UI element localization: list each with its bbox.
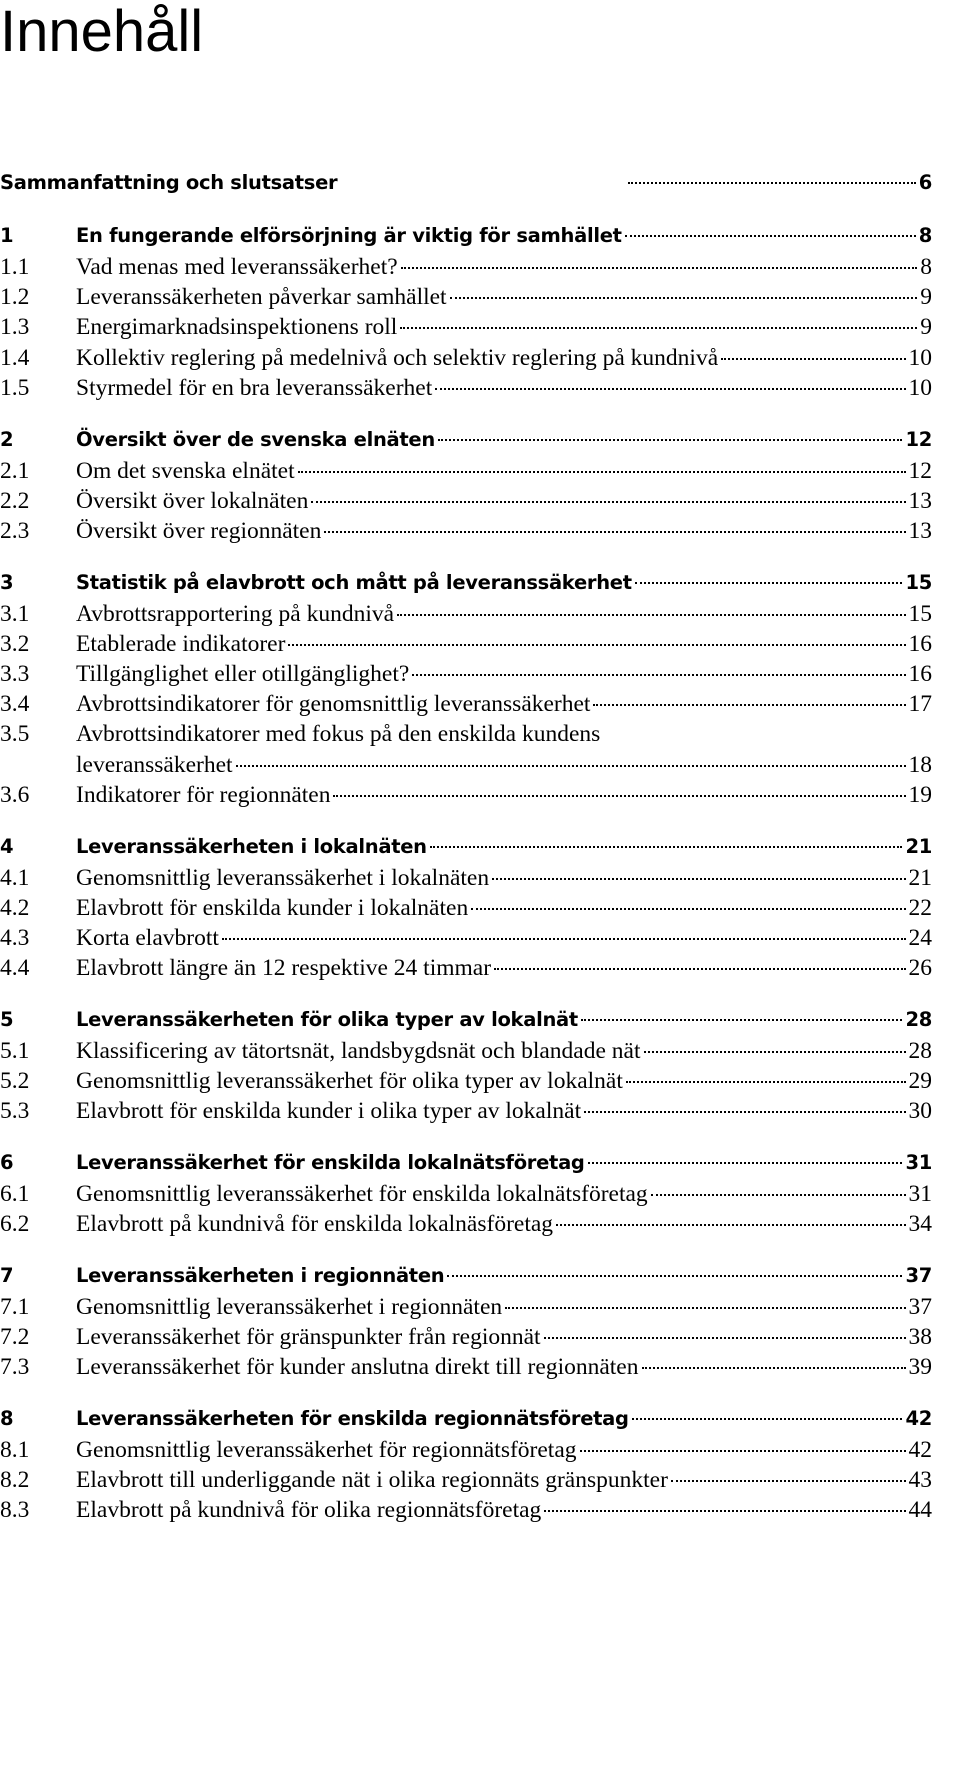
dot-leader (298, 471, 906, 473)
toc-entry-page: 30 (908, 1098, 932, 1124)
toc-section-4-2[interactable] (0, 895, 932, 925)
dot-leader (333, 795, 905, 797)
dot-leader (450, 297, 918, 299)
toc-entry-page: 24 (908, 925, 932, 951)
dot-leader (544, 1510, 905, 1512)
toc-entry-page: 34 (908, 1211, 932, 1237)
toc-entry-label: Avbrottsindikatorer för genomsnittlig leveranssäkerhet (76, 691, 591, 717)
toc-entry-number: 7.3 (0, 1354, 30, 1380)
toc-section-7-3[interactable] (0, 1354, 932, 1384)
toc-entry-number: 1 (0, 224, 14, 247)
dot-leader (505, 1307, 905, 1309)
toc-entry-number: 5 (0, 1008, 14, 1031)
toc-entry-label: Etablerade indikatorer (76, 631, 286, 657)
dot-leader (626, 1081, 906, 1083)
toc-entry-label: Översikt över regionnäten (76, 518, 322, 544)
toc-entry-number: 1.5 (0, 375, 30, 401)
toc-section-8-1[interactable] (0, 1437, 932, 1467)
toc-entry-number: 2.1 (0, 458, 30, 484)
toc-entry-page: 38 (908, 1324, 932, 1350)
toc-entry-label-line1[interactable]: Avbrottsindikatorer med fokus på den enskilda kundens (76, 721, 601, 747)
dot-leader (556, 1224, 905, 1226)
toc-entry-page: 44 (908, 1497, 932, 1523)
toc-entry-label: Elavbrott för enskilda kunder i olika typer av lokalnät (76, 1098, 582, 1124)
toc-entry-page: 28 (908, 1038, 932, 1064)
toc-entry-page: 26 (908, 955, 932, 981)
toc-entry-number: 3.1 (0, 601, 30, 627)
toc-entry-page: 22 (908, 895, 932, 921)
toc-entry-page: 17 (908, 691, 932, 717)
toc-entry-label: Energimarknadsinspektionens roll (76, 314, 398, 340)
toc-entry-number: 2.2 (0, 488, 30, 514)
toc-entry-number: 3.6 (0, 782, 30, 808)
toc-entry-page: 37 (905, 1264, 932, 1287)
toc-entry-label: Genomsnittlig leveranssäkerhet i lokalnäten (76, 865, 490, 891)
toc-entry-number: 7.2 (0, 1324, 30, 1350)
toc-section-3-2[interactable] (0, 631, 932, 661)
toc-entry-page: 8 (920, 254, 932, 280)
toc-section-1-2[interactable] (0, 284, 932, 314)
toc-entry-number: 4.3 (0, 925, 30, 951)
toc-entry-number: 3.5 (0, 721, 30, 747)
toc-section-1-4[interactable] (0, 345, 932, 375)
toc-entry-number: 8.1 (0, 1437, 30, 1463)
toc-entry-page: 43 (908, 1467, 932, 1493)
dot-leader (721, 358, 905, 360)
dot-leader (593, 704, 905, 706)
dot-leader (632, 1418, 903, 1420)
dot-leader (581, 1019, 903, 1021)
toc-entry-label: Styrmedel för en bra leveranssäkerhet (76, 375, 433, 401)
toc-chapter-6[interactable] (0, 1151, 932, 1181)
toc-entry-number: 1.4 (0, 345, 30, 371)
toc-entry-page: 8 (918, 224, 932, 247)
toc-entry-number: 1.1 (0, 254, 30, 280)
dot-leader (588, 1162, 903, 1164)
toc-section-1-5[interactable] (0, 375, 932, 405)
toc-section-3-5[interactable] (0, 752, 932, 782)
toc-entry-number: 4.2 (0, 895, 30, 921)
toc-chapter-3[interactable] (0, 571, 932, 601)
toc-section-4-4[interactable] (0, 955, 932, 985)
toc-entry-number: 4 (0, 835, 14, 858)
dot-leader (544, 1337, 906, 1339)
toc-entry-number: 3.4 (0, 691, 30, 717)
toc-entry-label: Leveranssäkerheten i regionnäten (76, 1264, 445, 1287)
toc-entry-page: 13 (908, 518, 932, 544)
toc-entry-page: 15 (908, 601, 932, 627)
toc-entry-page: 21 (908, 865, 932, 891)
toc-section-3-3[interactable] (0, 661, 932, 691)
toc-entry-number: 7 (0, 1264, 14, 1287)
toc-entry-page: 42 (908, 1437, 932, 1463)
toc-entry-label: Elavbrott på kundnivå för olika regionnätsföretag (76, 1497, 542, 1523)
toc-entry-label: Statistik på elavbrott och mått på leveranssäkerhet (76, 571, 632, 594)
dot-leader (430, 846, 903, 848)
toc-chapter-1[interactable] (0, 224, 932, 254)
toc-entry-sammanfattning[interactable] (0, 171, 932, 201)
toc-entry-number: 8.3 (0, 1497, 30, 1523)
toc-entry-label: Klassificering av tätortsnät, landsbygdsnät och blandade nät (76, 1038, 641, 1064)
toc-section-5-3[interactable] (0, 1098, 932, 1128)
toc-entry-number: 5.3 (0, 1098, 30, 1124)
toc-entry-number: 5.1 (0, 1038, 30, 1064)
toc-entry-label: Leveranssäkerheten för olika typer av lokalnät (76, 1008, 578, 1031)
toc-section-4-3[interactable] (0, 925, 932, 955)
toc-entry-page: 6 (918, 171, 933, 194)
toc-entry-label: Tillgänglighet eller otillgänglighet? (76, 661, 410, 687)
dot-leader (435, 388, 905, 390)
dot-leader (288, 644, 905, 646)
toc-chapter-4[interactable] (0, 835, 932, 865)
dot-leader (401, 267, 918, 269)
toc-entry-label: Genomsnittlig leveranssäkerhet för olika typer av lokalnät (76, 1068, 623, 1094)
toc-entry-page: 16 (908, 631, 932, 657)
toc-entry-page: 31 (908, 1181, 932, 1207)
toc-section-7-1[interactable] (0, 1294, 932, 1324)
toc-entry-number: 4.1 (0, 865, 30, 891)
toc-entry-page: 31 (905, 1151, 932, 1174)
toc-entry-number: 5.2 (0, 1068, 30, 1094)
toc-entry-page: 42 (905, 1407, 932, 1430)
toc-entry-label: Leveranssäkerheten i lokalnäten (76, 835, 427, 858)
toc-entry-label: Indikatorer för regionnäten (76, 782, 331, 808)
toc-entry-label: Leveranssäkerhet för kunder anslutna direkt till regionnäten (76, 1354, 639, 1380)
dot-leader (671, 1480, 906, 1482)
toc-entry-page: 9 (920, 314, 932, 340)
dot-leader (580, 1450, 906, 1452)
toc-entry-page: 10 (908, 375, 932, 401)
dot-leader (492, 878, 905, 880)
toc-section-8-2[interactable] (0, 1467, 932, 1497)
toc-entry-label: Leveranssäkerheten påverkar samhället (76, 284, 447, 310)
dot-leader (324, 531, 905, 533)
toc-section-6-2[interactable] (0, 1211, 932, 1241)
dot-leader (642, 1367, 906, 1369)
toc-entry-label: Elavbrott längre än 12 respektive 24 timmar (76, 955, 492, 981)
dot-leader (628, 182, 916, 184)
toc-entry-number: 8 (0, 1407, 14, 1430)
dot-leader (635, 582, 903, 584)
toc-entry-number: 2 (0, 428, 14, 451)
toc-entry-number: 1.2 (0, 284, 30, 310)
dot-leader (447, 1275, 902, 1277)
toc-entry-label: Översikt över de svenska elnäten (76, 428, 435, 451)
toc-entry-label: Elavbrott på kundnivå för enskilda lokalnäsföretag (76, 1211, 554, 1237)
toc-entry-label: Vad menas med leveranssäkerhet? (76, 254, 398, 280)
toc-entry-page: 12 (905, 428, 932, 451)
toc-entry-label: Leveranssäkerheten för enskilda regionnätsföretag (76, 1407, 629, 1430)
toc-chapter-2[interactable] (0, 428, 932, 458)
toc-chapter-5[interactable] (0, 1008, 932, 1038)
toc-entry-page: 9 (920, 284, 932, 310)
toc-entry-number: 6.1 (0, 1181, 30, 1207)
dot-leader (494, 968, 905, 970)
toc-entry-number: 1.3 (0, 314, 30, 340)
toc-entry-label: Leveranssäkerhet för gränspunkter från regionnät (76, 1324, 541, 1350)
toc-section-5-1[interactable] (0, 1038, 932, 1068)
toc-chapter-8[interactable] (0, 1407, 932, 1437)
toc-entry-page: 37 (908, 1294, 932, 1320)
toc-section-2-2[interactable] (0, 488, 932, 518)
toc-entry-label: Elavbrott för enskilda kunder i lokalnäten (76, 895, 469, 921)
toc-section-2-3[interactable] (0, 518, 932, 548)
toc-entry-number: 4.4 (0, 955, 30, 981)
toc-entry-label: Genomsnittlig leveranssäkerhet för regionnätsföretag (76, 1437, 577, 1463)
toc-section-3-6[interactable] (0, 782, 932, 812)
toc-entry-label: leveranssäkerhet (76, 752, 233, 778)
toc-entry-page: 16 (908, 661, 932, 687)
dot-leader (311, 501, 905, 503)
dot-leader (412, 674, 905, 676)
dot-leader (584, 1111, 905, 1113)
toc-entry-page: 28 (905, 1008, 932, 1031)
toc-entry-page: 15 (905, 571, 932, 594)
toc-entry-label: Översikt över lokalnäten (76, 488, 309, 514)
toc-entry-number: 7.1 (0, 1294, 30, 1320)
toc-entry-label: Avbrottsrapportering på kundnivå (76, 601, 395, 627)
toc-entry-number: 3.3 (0, 661, 30, 687)
dot-leader (471, 908, 905, 910)
toc-section-8-3[interactable] (0, 1497, 932, 1527)
toc-entry-number: 3.2 (0, 631, 30, 657)
toc-entry-number: 6 (0, 1151, 14, 1174)
page-title: Innehåll (0, 0, 204, 64)
toc-entry-page: 10 (908, 345, 932, 371)
toc-section-3-1[interactable] (0, 601, 932, 631)
toc-entry-label: En fungerande elförsörjning är viktig för samhället (76, 224, 622, 247)
toc-section-4-1[interactable] (0, 865, 932, 895)
toc-entry-page: 12 (908, 458, 932, 484)
toc-section-1-1[interactable] (0, 254, 932, 284)
dot-leader (400, 327, 917, 329)
toc-entry-number: 6.2 (0, 1211, 30, 1237)
dot-leader (625, 235, 916, 237)
toc-entry-label: Genomsnittlig leveranssäkerhet för enskilda lokalnätsföretag (76, 1181, 648, 1207)
toc-section-1-3[interactable] (0, 314, 932, 344)
toc-entry-page: 29 (908, 1068, 932, 1094)
toc-entry-page: 13 (908, 488, 932, 514)
toc-entry-label: Korta elavbrott (76, 925, 219, 951)
toc-entry-label: Genomsnittlig leveranssäkerhet i regionnäten (76, 1294, 503, 1320)
toc-entry-number: 8.2 (0, 1467, 30, 1493)
toc-entry-label: Om det svenska elnätet (76, 458, 295, 484)
toc-section-7-2[interactable] (0, 1324, 932, 1354)
toc-entry-label: Kollektiv reglering på medelnivå och selektiv reglering på kundnivå (76, 345, 719, 371)
dot-leader (651, 1194, 906, 1196)
dot-leader (644, 1051, 906, 1053)
toc-section-2-1[interactable] (0, 458, 932, 488)
dot-leader (438, 439, 903, 441)
dot-leader (236, 765, 906, 767)
toc-entry-label: Sammanfattning och slutsatser (0, 171, 338, 194)
toc-chapter-7[interactable] (0, 1264, 932, 1294)
toc-entry-page: 39 (908, 1354, 932, 1380)
toc-entry-number: 3 (0, 571, 14, 594)
toc-entry-page: 21 (905, 835, 932, 858)
toc-entry-number: 2.3 (0, 518, 30, 544)
toc-section-6-1[interactable] (0, 1181, 932, 1211)
toc-section-3-4[interactable] (0, 691, 932, 721)
toc-entry-page: 18 (908, 752, 932, 778)
toc-section-5-2[interactable] (0, 1068, 932, 1098)
toc-entry-page: 19 (908, 782, 932, 808)
dot-leader (397, 614, 905, 616)
toc-entry-label: Elavbrott till underliggande nät i olika regionnäts gränspunkter (76, 1467, 668, 1493)
dot-leader (222, 938, 906, 940)
toc-entry-label: Leveranssäkerhet för enskilda lokalnätsföretag (76, 1151, 585, 1174)
